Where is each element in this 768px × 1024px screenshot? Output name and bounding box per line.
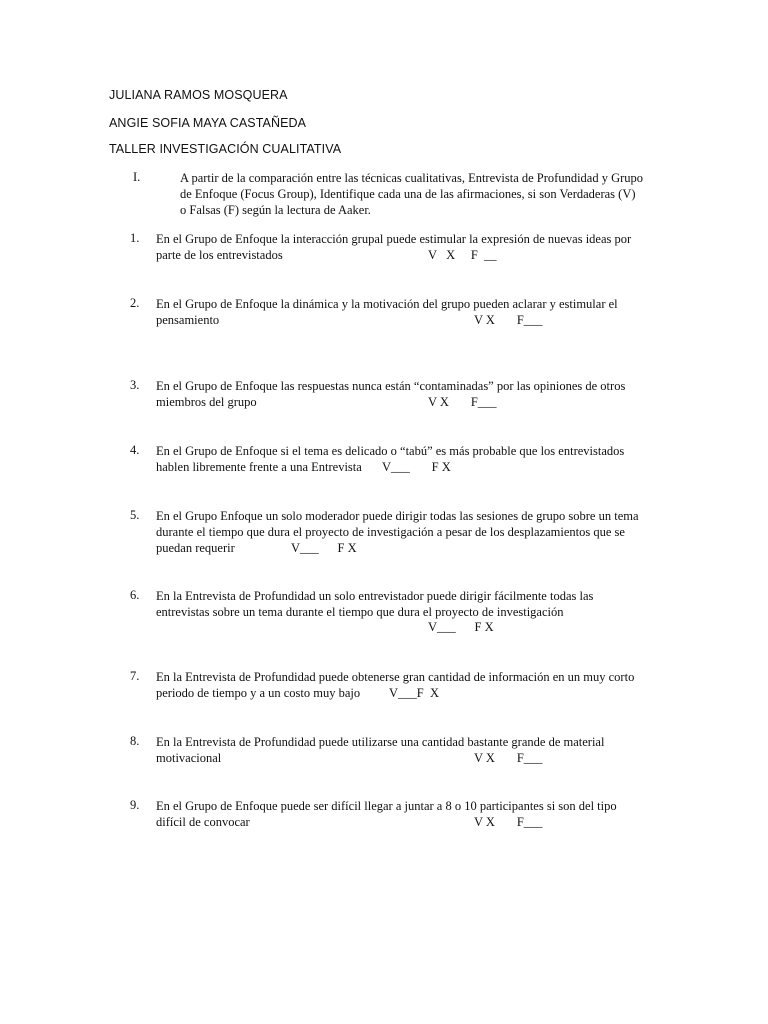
question-text-line-2: miembros del grupo bbox=[156, 395, 257, 409]
instructions-line-3: o Falsas (F) según la lectura de Aaker. bbox=[180, 203, 371, 217]
student-name-1: JULIANA RAMOS MOSQUERA bbox=[109, 88, 288, 102]
answer-mark: V___ F X bbox=[291, 541, 357, 555]
answer-mark: V___ F X bbox=[382, 460, 451, 474]
question-text-line-1: En el Grupo Enfoque un solo moderador puede dirigir todas las sesiones de grupo sobre un tema bbox=[156, 509, 639, 523]
document-title: TALLER INVESTIGACIÓN CUALITATIVA bbox=[109, 142, 342, 156]
answer-mark: V X F___ bbox=[474, 751, 543, 765]
instructions-line-1: A partir de la comparación entre las técnicas cualitativas, Entrevista de Profundidad y Grupo bbox=[180, 171, 644, 185]
question-text-line-1: En el Grupo de Enfoque la interacción grupal puede estimular la expresión de nuevas ideas por bbox=[156, 232, 632, 246]
question-text-line-2: entrevistas sobre un tema durante el tiempo que dura el proyecto de investigación bbox=[156, 605, 564, 619]
answer-mark: V___F X bbox=[389, 686, 440, 700]
question-text-line-1: En la Entrevista de Profundidad un solo entrevistador puede dirigir fácilmente todas las bbox=[156, 589, 594, 603]
question-text-line-2: periodo de tiempo y a un costo muy bajo bbox=[156, 686, 361, 700]
question-text-line-2: durante el tiempo que dura el proyecto de investigación a pesar de los desplazamientos que se bbox=[156, 525, 625, 539]
question-text-line-2: parte de los entrevistados bbox=[156, 248, 283, 262]
answer-mark: V X F___ bbox=[428, 395, 497, 409]
question-text-line-2: hablen libremente frente a una Entrevista bbox=[156, 460, 362, 474]
question-number: 9. bbox=[130, 798, 140, 812]
question-number: 2. bbox=[130, 296, 140, 310]
question-number: 5. bbox=[130, 508, 140, 522]
question-number: 3. bbox=[130, 378, 140, 392]
question-number: 6. bbox=[130, 588, 140, 602]
answer-mark: V X F __ bbox=[428, 248, 497, 262]
section-number: I. bbox=[133, 170, 141, 184]
question-text-line-1: En la Entrevista de Profundidad puede obtenerse gran cantidad de información en un muy corto bbox=[156, 670, 635, 684]
answer-mark: V X F___ bbox=[474, 815, 543, 829]
question-text-line-2: difícil de convocar bbox=[156, 815, 250, 829]
question-number: 8. bbox=[130, 734, 140, 748]
question-number: 7. bbox=[130, 669, 140, 683]
answer-mark: V X F___ bbox=[474, 313, 543, 327]
question-text-line-3: puedan requerir bbox=[156, 541, 235, 555]
question-text-line-1: En el Grupo de Enfoque si el tema es delicado o “tabú” es más probable que los entrevistados bbox=[156, 444, 625, 458]
question-text-line-1: En el Grupo de Enfoque la dinámica y la motivación del grupo pueden aclarar y estimular el bbox=[156, 297, 618, 311]
question-text-line-1: En la Entrevista de Profundidad puede utilizarse una cantidad bastante grande de material bbox=[156, 735, 605, 749]
question-text-line-1: En el Grupo de Enfoque las respuestas nunca están “contaminadas” por las opiniones de otros bbox=[156, 379, 626, 393]
question-number: 4. bbox=[130, 443, 140, 457]
instructions-line-2: de Enfoque (Focus Group), Identifique cada una de las afirmaciones, si son Verdaderas (V) bbox=[180, 187, 636, 201]
question-text-line-1: En el Grupo de Enfoque puede ser difícil llegar a juntar a 8 o 10 participantes si son del tipo bbox=[156, 799, 617, 813]
question-text-line-2: pensamiento bbox=[156, 313, 220, 327]
question-text-line-2: motivacional bbox=[156, 751, 222, 765]
student-name-2: ANGIE SOFIA MAYA CASTAÑEDA bbox=[109, 116, 307, 130]
answer-mark: V___ F X bbox=[428, 620, 494, 634]
instructions bbox=[180, 170, 670, 218]
question-number: 1. bbox=[130, 231, 140, 245]
